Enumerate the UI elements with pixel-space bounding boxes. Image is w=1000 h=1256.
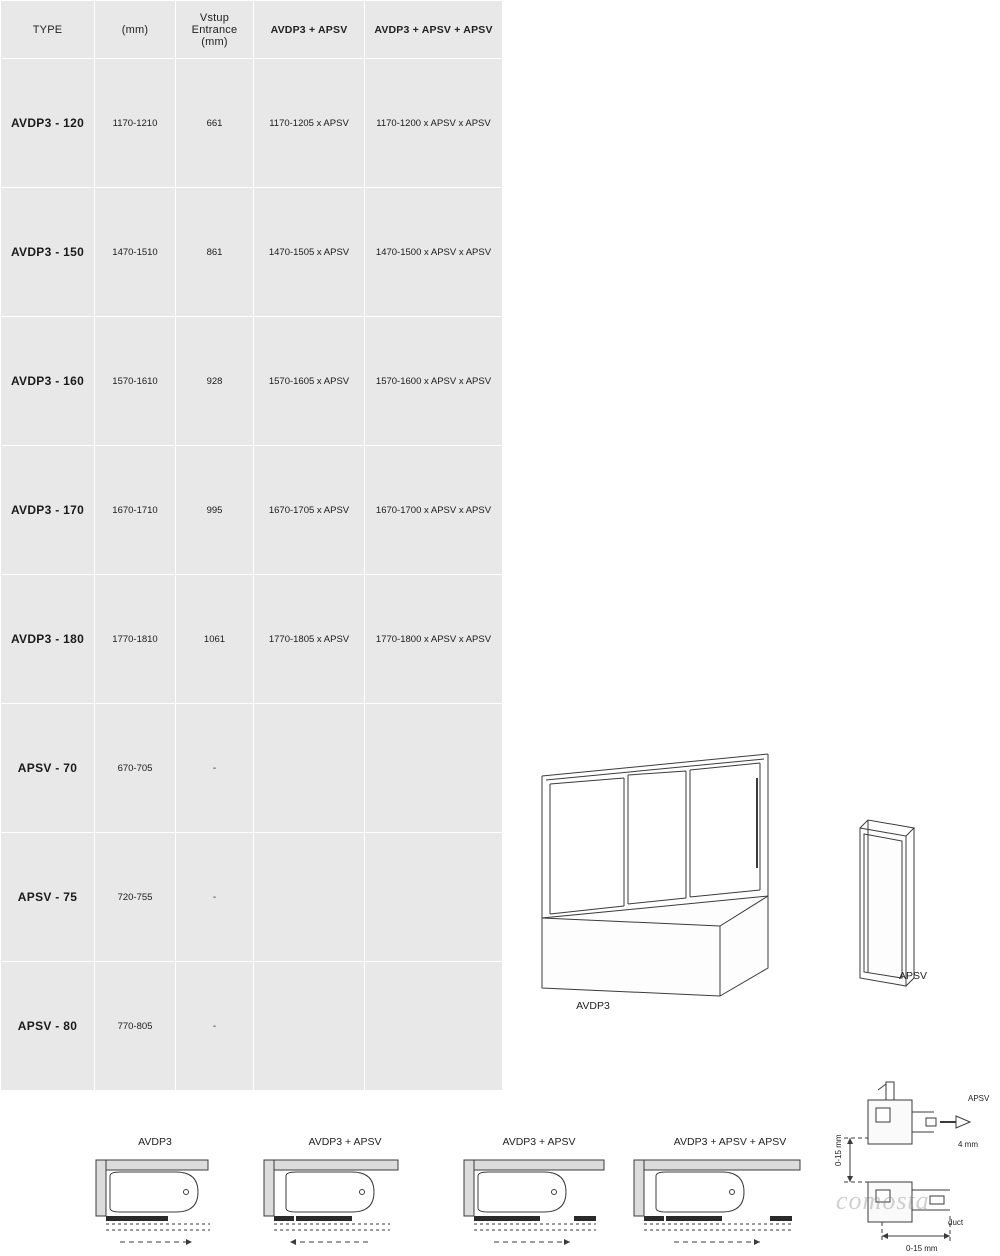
- table-header: [1, 1, 503, 59]
- cell-combo1: 1770-1805 x APSV: [254, 575, 365, 704]
- cell-combo1: [254, 833, 365, 962]
- detail-label-tolerance-vertical: 0-15 mm: [834, 1134, 843, 1166]
- cell-mm: 1770-1810: [95, 575, 176, 704]
- table-row: [1, 962, 503, 1091]
- cell-mm: 1170-1210: [95, 59, 176, 188]
- plan-caption: AVDP3 + APSV: [308, 1136, 382, 1148]
- cell-entrance: -: [176, 962, 254, 1091]
- table-row: [1, 188, 503, 317]
- plan-caption: AVDP3 + APSV: [502, 1136, 576, 1148]
- detail-label-tolerance-horizontal: 0-15 mm: [906, 1244, 938, 1253]
- plan-drawing-svg: [620, 1152, 840, 1252]
- plan-view-avdp3-apsv-apsv: [620, 1128, 840, 1256]
- detail-label-duct: duct: [948, 1218, 964, 1227]
- cell-entrance: 928: [176, 317, 254, 446]
- cell-mm: 720-755: [95, 833, 176, 962]
- table-row: [1, 575, 503, 704]
- cell-mm: 1470-1510: [95, 188, 176, 317]
- cell-entrance: 995: [176, 446, 254, 575]
- cell-combo2: 1170-1200 x APSV x APSV: [365, 59, 503, 188]
- plan-svg-wrap: [250, 1152, 440, 1252]
- cell-combo1: 1670-1705 x APSV: [254, 446, 365, 575]
- cell-combo1: [254, 962, 365, 1091]
- cell-combo2: [365, 962, 503, 1091]
- header-entrance: [176, 1, 254, 59]
- cell-combo2: [365, 833, 503, 962]
- apsv-caption: APSV: [898, 970, 927, 982]
- mounting-detail-svg: [830, 1078, 1000, 1256]
- plan-caption: AVDP3: [138, 1136, 172, 1148]
- header-mm: (mm): [95, 1, 176, 59]
- watermark: comosta: [836, 1186, 930, 1215]
- plan-view-avdp3-apsv-right: [444, 1128, 634, 1256]
- table-row: [1, 446, 503, 575]
- table-row: [1, 833, 503, 962]
- plan-caption: AVDP3 + APSV + APSV: [673, 1136, 787, 1148]
- header-type: TYPE: [1, 1, 95, 59]
- cell-entrance: 861: [176, 188, 254, 317]
- cell-combo2: [365, 704, 503, 833]
- cell-type: APSV - 70: [1, 704, 95, 833]
- cell-entrance: 1061: [176, 575, 254, 704]
- plan-drawing-svg: [250, 1152, 440, 1252]
- avdp3-caption: AVDP3: [576, 1000, 610, 1012]
- cell-mm: 1570-1610: [95, 317, 176, 446]
- cell-combo2: 1770-1800 x APSV x APSV: [365, 575, 503, 704]
- cell-entrance: -: [176, 833, 254, 962]
- table-row: [1, 704, 503, 833]
- cell-combo2: 1570-1600 x APSV x APSV: [365, 317, 503, 446]
- cell-combo1: 1570-1605 x APSV: [254, 317, 365, 446]
- plan-drawing-svg: [444, 1152, 634, 1252]
- cell-mm: 770-805: [95, 962, 176, 1091]
- header-avdp3-apsv-apsv: AVDP3 + APSV + APSV: [365, 1, 503, 59]
- plan-svg-wrap: [444, 1152, 634, 1252]
- cell-type: AVDP3 - 120: [1, 59, 95, 188]
- plan-svg-wrap: [620, 1152, 840, 1252]
- cell-type: AVDP3 - 150: [1, 188, 95, 317]
- cell-combo1: 1170-1205 x APSV: [254, 59, 365, 188]
- specification-table: [0, 0, 503, 1091]
- plan-view-avdp3-apsv-left: [250, 1128, 440, 1256]
- cell-entrance: -: [176, 704, 254, 833]
- cell-combo1: 1470-1505 x APSV: [254, 188, 365, 317]
- apsv-illustration: [848, 800, 968, 1020]
- cell-entrance: 661: [176, 59, 254, 188]
- header-entrance-line2: Entrance: [191, 23, 238, 36]
- detail-label-apsv: APSV: [968, 1094, 990, 1103]
- plan-view-avdp3: [60, 1128, 250, 1256]
- table-row: [1, 317, 503, 446]
- cell-type: AVDP3 - 180: [1, 575, 95, 704]
- detail-label-gap: 4 mm: [958, 1140, 978, 1149]
- cell-type: AVDP3 - 160: [1, 317, 95, 446]
- table-row: [1, 59, 503, 188]
- plan-drawing-svg: [60, 1152, 250, 1252]
- header-entrance-line3: (mm): [201, 35, 228, 48]
- header-entrance-line1: Vstup: [199, 11, 230, 24]
- plan-svg-wrap: [60, 1152, 250, 1252]
- cell-type: APSV - 75: [1, 833, 95, 962]
- avdp3-drawing-svg: [528, 738, 788, 998]
- cell-mm: 1670-1710: [95, 446, 176, 575]
- cell-type: AVDP3 - 170: [1, 446, 95, 575]
- cell-combo1: [254, 704, 365, 833]
- apsv-drawing-svg: [848, 800, 958, 990]
- cell-combo2: 1670-1700 x APSV x APSV: [365, 446, 503, 575]
- table-body: [1, 59, 503, 1091]
- header-avdp3-apsv: AVDP3 + APSV: [254, 1, 365, 59]
- table-header-row: [1, 1, 503, 59]
- avdp3-illustration: [528, 738, 788, 1028]
- plan-views-row: [0, 1128, 830, 1256]
- cell-type: APSV - 80: [1, 962, 95, 1091]
- cell-combo2: 1470-1500 x APSV x APSV: [365, 188, 503, 317]
- mounting-detail: [830, 1078, 1000, 1256]
- cell-mm: 670-705: [95, 704, 176, 833]
